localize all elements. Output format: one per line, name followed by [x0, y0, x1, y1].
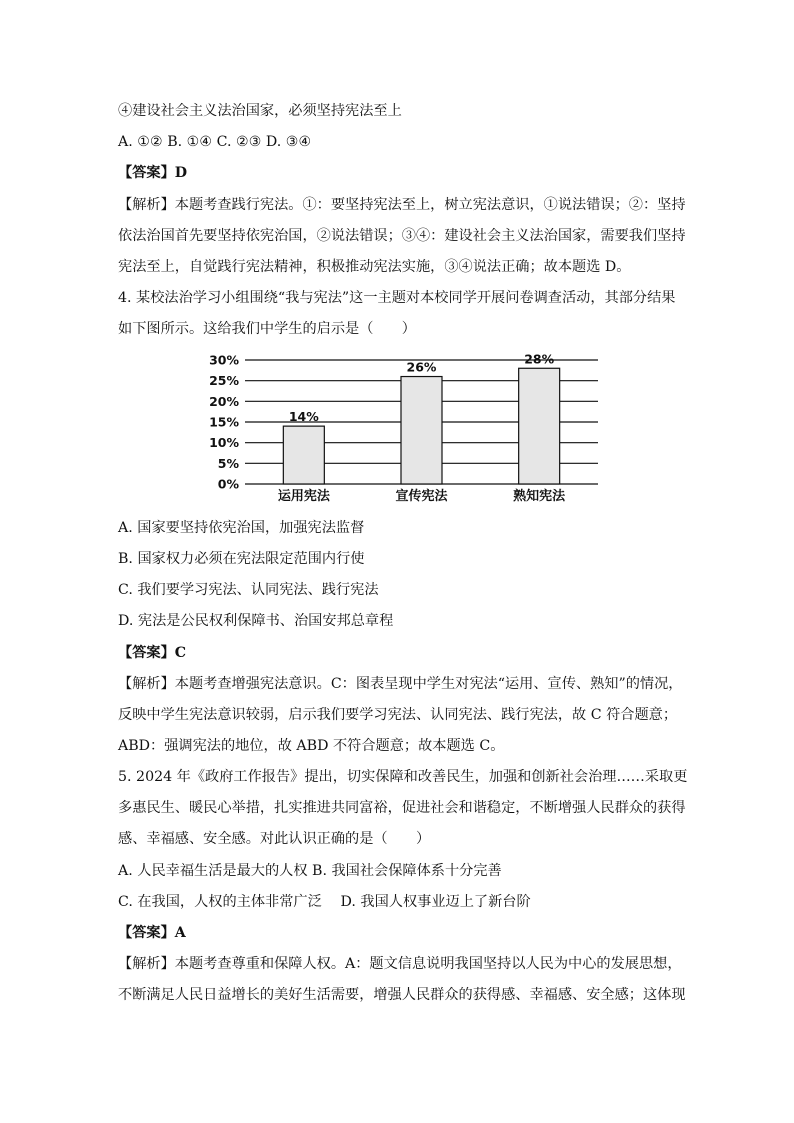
bar-data-label: 26%: [406, 359, 437, 375]
question-text: 4. 某校法治学习小组围绕“我与宪法”这一主题对本校同学开展问卷调查活动，其部分结果: [118, 290, 676, 306]
analysis-text: 【解析】本题考查增强宪法意识。C：图表呈现中学生对宪法“运用、宣传、熟知”的情况，: [118, 676, 683, 692]
answer-options: A. 人民幸福生活是最大的人权 B. 我国社会保障体系十分完善: [118, 863, 502, 879]
question-text: 感、幸福感、安全感。对此认识正确的是（ ）: [118, 831, 431, 847]
bar: [283, 426, 324, 484]
x-category-label: 运用宪法: [277, 489, 330, 504]
analysis-text: ABD：强调宪法的地位，故 ABD 不符合题意；故本题选 C。: [118, 738, 505, 754]
answer-label: 【答案】D: [118, 165, 188, 181]
analysis-text: 反映中学生宪法意识较弱，启示我们要学习宪法、认同宪法、践行宪法，故 C 符合题意；: [118, 707, 678, 723]
y-tick-label: 10%: [209, 435, 239, 451]
y-tick-label: 20%: [209, 393, 239, 409]
analysis-text: 【解析】本题考查践行宪法。①：要坚持宪法至上，树立宪法意识，①说法错误；②：坚持: [118, 197, 686, 213]
question-text: 如下图所示。这给我们中学生的启示是（ ）: [118, 321, 416, 337]
analysis-text: 依法治国首先要坚持依宪治国，②说法错误；③④：建设社会主义法治国家，需要我们坚持: [118, 228, 686, 244]
y-tick-label: 5%: [217, 455, 239, 471]
x-category-label: 宣传宪法: [395, 489, 448, 504]
x-category-label: 熟知宪法: [513, 489, 566, 504]
survey-bar-chart: [205, 348, 605, 508]
option-b: B. 国家权力必须在宪法限定范围内行使: [118, 551, 365, 567]
option-c: C. 我们要学习宪法、认同宪法、践行宪法: [118, 582, 379, 598]
y-tick-label: 30%: [209, 352, 239, 368]
y-tick-label: 15%: [209, 414, 239, 430]
chart-y-ticks: [209, 353, 239, 492]
bar-data-label: 28%: [524, 351, 555, 367]
question-text: 5. 2024 年《政府工作报告》提出，切实保障和改善民生，加强和创新社会治理……采取更: [118, 769, 688, 785]
chart-x-categories: [278, 488, 566, 504]
text-line: ④建设社会主义法治国家，必须坚持宪法至上: [118, 103, 402, 119]
bar: [401, 377, 442, 484]
bar-data-label: 14%: [288, 409, 319, 425]
analysis-text: 【解析】本题考查尊重和保障人权。A：题文信息说明我国坚持以人民为中心的发展思想，: [118, 956, 682, 972]
answer-options: C. 在我国，人权的主体非常广泛 D. 我国人权事业迈上了新台阶: [118, 894, 531, 910]
answer-label: 【答案】A: [118, 925, 186, 941]
analysis-text: 不断满足人民日益增长的美好生活需要，增强人民群众的获得感、幸福感、安全感；这体现: [118, 987, 686, 1003]
option-d: D. 宪法是公民权利保障书、治国安邦总章程: [118, 613, 394, 629]
question-text: 多惠民生、暖民心举措，扎实推进共同富裕，促进社会和谐稳定，不断增强人民群众的获得: [118, 800, 686, 816]
chart-bars: [283, 368, 559, 484]
y-tick-label: 25%: [209, 373, 239, 389]
option-a: A. 国家要坚持依宪治国，加强宪法监督: [118, 520, 365, 536]
answer-label: 【答案】C: [118, 645, 187, 661]
bar: [519, 368, 560, 484]
analysis-text: 宪法至上，自觉践行宪法精神，积极推动宪法实施，③④说法正确；故本题选 D。: [118, 259, 631, 275]
answer-options: A. ①② B. ①④ C. ②③ D. ③④: [118, 134, 312, 150]
y-tick-label: 0%: [217, 476, 239, 492]
